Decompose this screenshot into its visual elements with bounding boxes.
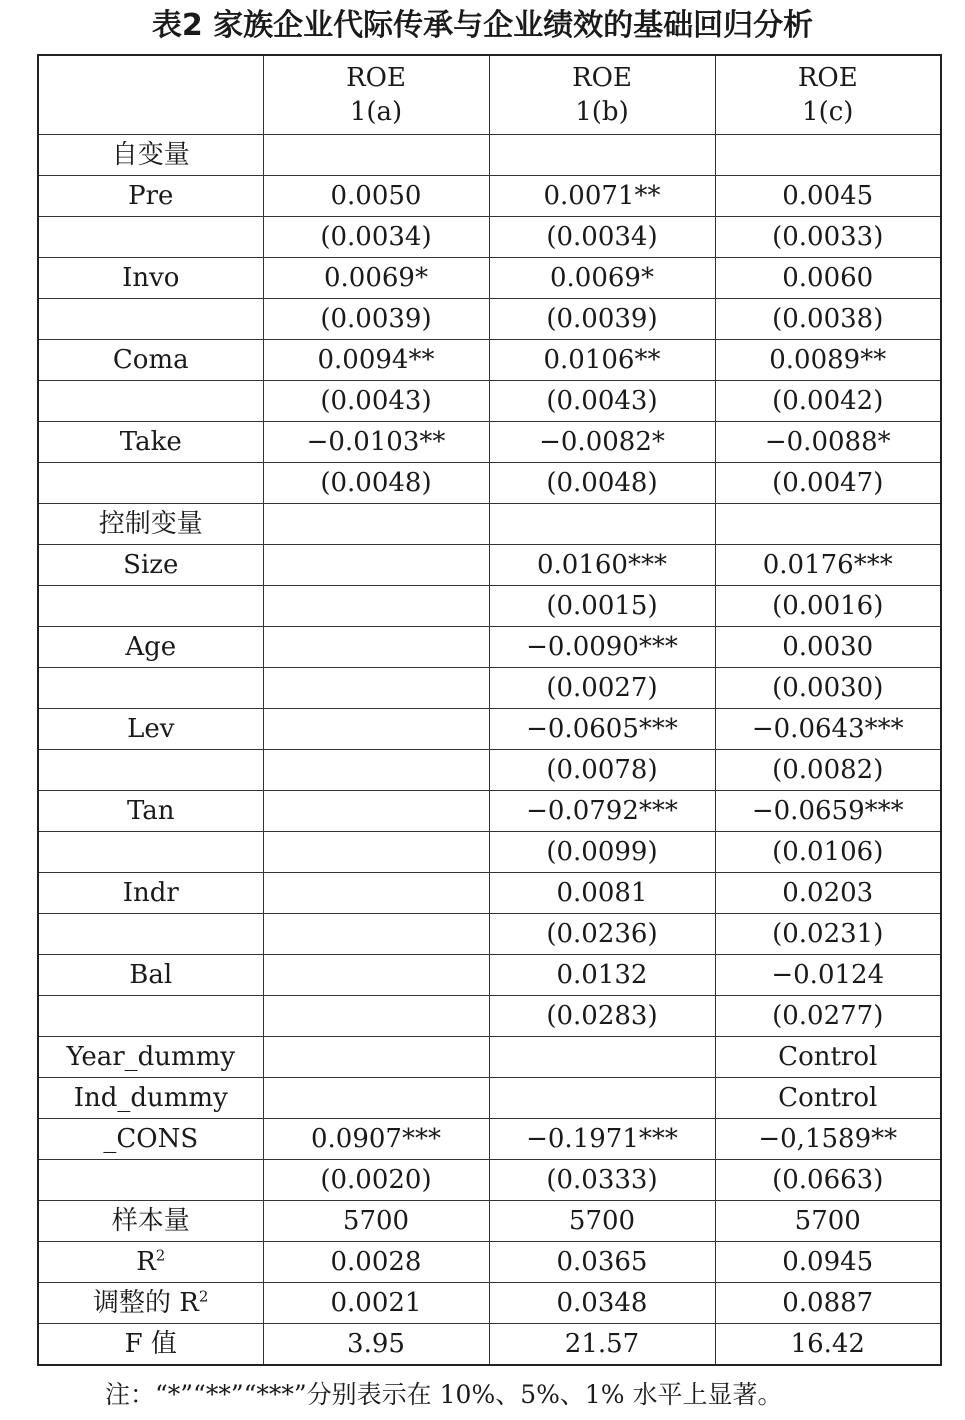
value-cell: 0.0887 [715,1283,941,1324]
column-header [263,55,489,135]
row-label-cell [38,135,263,176]
value-cell: (0.0236) [489,914,715,955]
value-cell: 0.0176*** [715,545,941,586]
value-cell [263,586,489,627]
row-label-cell [38,996,263,1037]
value-cell: 0.0050 [263,176,489,217]
value-cell: (0.0043) [489,381,715,422]
column-header [715,55,941,135]
row-label: Indr [122,878,179,908]
table-row [38,176,941,217]
row-label-cell [38,217,263,258]
table-row [38,709,941,750]
row-label: Age [125,632,177,662]
row-label-cell [38,340,263,381]
value-cell [715,504,941,545]
row-label: Pre [128,181,174,211]
regression-table [37,54,942,1366]
value-cell: (0.0231) [715,914,941,955]
value-cell: (0.0663) [715,1160,941,1201]
row-label-cell [38,1037,263,1078]
value-cell: 5700 [263,1201,489,1242]
value-cell [263,873,489,914]
value-cell [263,627,489,668]
value-cell: (0.0034) [489,217,715,258]
table-title: 表2 家族企业代际传承与企业绩效的基础回归分析 [151,8,814,43]
value-cell: −0.0103** [263,422,489,463]
value-cell: −0.0088* [715,422,941,463]
value-cell: (0.0106) [715,832,941,873]
row-label: Tan [126,796,175,826]
value-cell: −0.0605*** [489,709,715,750]
value-cell: −0.0124 [715,955,941,996]
row-label: F 值 [124,1329,177,1359]
value-cell: 0.0045 [715,176,941,217]
row-label-cell [38,1324,263,1366]
table-row [38,422,941,463]
row-label: 样本量 [111,1206,190,1236]
value-cell: (0.0038) [715,299,941,340]
value-cell [489,1078,715,1119]
table-row [38,463,941,504]
row-label: Lev [127,714,175,744]
value-cell: (0.0048) [263,463,489,504]
value-cell: −0.0659*** [715,791,941,832]
row-label-cell [38,463,263,504]
table-row [38,217,941,258]
row-label-cell [38,1078,263,1119]
row-label-cell [38,914,263,955]
row-label-cell [38,1201,263,1242]
row-label: 自变量 [111,140,190,170]
value-cell: 0.0069* [263,258,489,299]
value-cell: 0.0160*** [489,545,715,586]
value-cell: (0.0034) [263,217,489,258]
table-row [38,1119,941,1160]
value-cell: −0.0643*** [715,709,941,750]
value-cell: 0.0106** [489,340,715,381]
row-label-cell [38,832,263,873]
row-label: Size [123,550,179,580]
value-cell: −0.0792*** [489,791,715,832]
value-cell: 0.0030 [715,627,941,668]
row-label-cell [38,791,263,832]
row-label-cell [38,1242,263,1283]
table-row [38,340,941,381]
value-cell [263,135,489,176]
value-cell [489,1037,715,1078]
table-row [38,627,941,668]
value-cell [715,135,941,176]
table-row [38,873,941,914]
value-cell [263,996,489,1037]
table-row [38,258,941,299]
row-label-cell [38,545,263,586]
value-cell: 0.0021 [263,1283,489,1324]
column-header-model: 1(a) [349,97,403,127]
value-cell: (0.0333) [489,1160,715,1201]
value-cell: 21.57 [489,1324,715,1366]
table-row [38,791,941,832]
row-label-cell [38,381,263,422]
value-cell: Control [715,1078,941,1119]
value-cell: 0.0907*** [263,1119,489,1160]
table-row [38,1283,941,1324]
row-label: Ind_dummy [73,1083,228,1113]
row-label: 调整的 R [93,1288,199,1318]
value-cell [489,135,715,176]
value-cell: (0.0027) [489,668,715,709]
row-label-cell [38,176,263,217]
value-cell [263,504,489,545]
value-cell: Control [715,1037,941,1078]
row-label-cell [38,750,263,791]
column-header-name: ROE [797,63,858,93]
row-label-cell [38,1119,263,1160]
row-label: _CONS [103,1124,199,1154]
value-cell: −0.0082* [489,422,715,463]
value-cell: 0.0203 [715,873,941,914]
value-cell: (0.0020) [263,1160,489,1201]
row-label: R [136,1247,156,1277]
row-label-cell [38,709,263,750]
table-row [38,1242,941,1283]
value-cell: (0.0078) [489,750,715,791]
value-cell: (0.0283) [489,996,715,1037]
row-label: Take [119,427,182,457]
table-row [38,1201,941,1242]
table-row [38,955,941,996]
value-cell [263,709,489,750]
column-header-name: ROE [572,63,632,93]
header-corner-cell [38,55,263,135]
value-cell [263,545,489,586]
table-row [38,299,941,340]
table-row [38,1324,941,1366]
value-cell: 0.0089** [715,340,941,381]
superscript: 2 [198,1287,209,1306]
row-label-cell [38,258,263,299]
table-row [38,1160,941,1201]
row-label-cell [38,627,263,668]
value-cell [263,668,489,709]
row-label-cell [38,586,263,627]
row-label: Bal [129,960,173,990]
column-header-model: 1(c) [802,97,854,127]
column-header-name: ROE [346,63,406,93]
value-cell: 0.0069* [489,258,715,299]
value-cell: (0.0033) [715,217,941,258]
row-label-cell [38,873,263,914]
column-header-model: 1(b) [575,97,629,127]
value-cell: 0.0348 [489,1283,715,1324]
value-cell [263,914,489,955]
value-cell: (0.0030) [715,668,941,709]
value-cell: −0.0090*** [489,627,715,668]
row-label-cell [38,668,263,709]
column-header [489,55,715,135]
value-cell: (0.0015) [489,586,715,627]
value-cell: 0.0028 [263,1242,489,1283]
table-row [38,996,941,1037]
row-label-cell [38,1283,263,1324]
header-row [38,55,941,135]
table-row [38,545,941,586]
value-cell: 0.0060 [715,258,941,299]
table-row [38,504,941,545]
value-cell [263,955,489,996]
value-cell: 0.0071** [489,176,715,217]
table-row [38,914,941,955]
value-cell: 0.0132 [489,955,715,996]
value-cell: (0.0048) [489,463,715,504]
table-row [38,135,941,176]
value-cell [489,504,715,545]
value-cell: 0.0081 [489,873,715,914]
row-label-cell [38,422,263,463]
value-cell: 5700 [489,1201,715,1242]
table-row [38,586,941,627]
table-footnote: 注：“*”“**”“***”分别表示在 10%、5%、1% 水平上显著。 [105,1380,783,1409]
row-label-cell [38,504,263,545]
row-label: Coma [112,345,189,375]
row-label-cell [38,955,263,996]
value-cell: 5700 [715,1201,941,1242]
value-cell: (0.0043) [263,381,489,422]
value-cell: (0.0016) [715,586,941,627]
value-cell: (0.0047) [715,463,941,504]
table-row [38,1037,941,1078]
value-cell: 0.0365 [489,1242,715,1283]
value-cell [263,1037,489,1078]
value-cell: (0.0039) [263,299,489,340]
value-cell: (0.0277) [715,996,941,1037]
value-cell: −0,1589** [715,1119,941,1160]
value-cell: 16.42 [715,1324,941,1366]
value-cell [263,791,489,832]
value-cell: 3.95 [263,1324,489,1366]
value-cell: (0.0042) [715,381,941,422]
value-cell [263,750,489,791]
row-label-cell [38,299,263,340]
table-row [38,668,941,709]
table-row [38,381,941,422]
value-cell: −0.1971*** [489,1119,715,1160]
value-cell: (0.0039) [489,299,715,340]
value-cell: (0.0082) [715,750,941,791]
row-label: Year_dummy [66,1042,236,1072]
value-cell: 0.0094** [263,340,489,381]
table-row [38,832,941,873]
value-cell [263,832,489,873]
row-label-cell [38,1160,263,1201]
table-row [38,1078,941,1119]
table-row [38,750,941,791]
superscript: 2 [155,1246,166,1265]
row-label: 控制变量 [98,509,203,539]
value-cell [263,1078,489,1119]
value-cell: 0.0945 [715,1242,941,1283]
value-cell: (0.0099) [489,832,715,873]
row-label: Invo [122,263,180,293]
